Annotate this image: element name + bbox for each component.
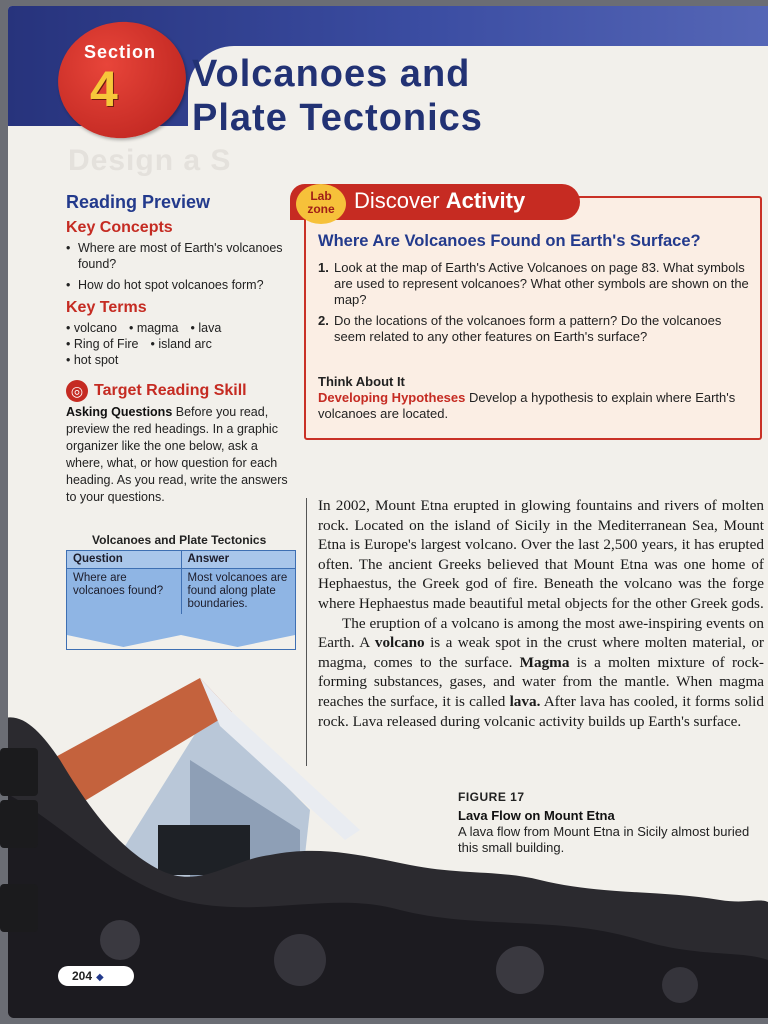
- diamond-icon: ◆: [96, 972, 104, 983]
- lab-title-bold: Activity: [445, 188, 526, 213]
- key-concepts-heading: Key Concepts: [66, 219, 173, 236]
- lab-zone-badge: [296, 184, 346, 224]
- key-concepts-list: [66, 240, 298, 293]
- target-skill-title: Target Reading Skill: [94, 382, 247, 399]
- lab-step-2: 2. Do the locations of the volcanoes form a pattern? Do the volcanoes seem related to any other features on Earth's surface?: [318, 313, 722, 344]
- ghost-text: Design a S: [68, 144, 232, 177]
- column-divider: [306, 498, 307, 766]
- body-paragraph-2: The eruption of a volcano is among the most awe-inspiring events on Earth. A volcano is a weak spot in the crust where molten material, or magma, comes to the surface. Magma is a molten mixture of rock-forming substances, gases, and water from the mantle. When magma reaches the surface, it is called lava. After lava has cooled, it forms solid rock. Lava released during volcanic activity builds up Earth's surface.: [318, 614, 764, 730]
- lab-steps: [318, 260, 756, 350]
- lab-zone-line1: Lab: [310, 189, 332, 203]
- organizer-title: Volcanoes and Plate Tectonics: [92, 533, 267, 547]
- figure-label: FIGURE 17: [458, 790, 525, 804]
- section-label: Section: [84, 42, 157, 62]
- target-skill-body: [66, 404, 298, 506]
- target-skill-lead: Asking Questions: [66, 405, 173, 419]
- binder-clip: [0, 748, 38, 796]
- discover-activity-title: [354, 188, 525, 214]
- rock-highlight: [662, 967, 698, 1003]
- organizer-wave: [67, 629, 295, 649]
- binder-clip: [0, 884, 38, 932]
- list-item: • How do hot spot volcanoes form?: [66, 277, 298, 293]
- term: lava: [198, 321, 222, 335]
- organizer-answer-cell: Most volcanoes are found along plate boundaries.: [187, 572, 288, 610]
- term: hot spot: [73, 353, 119, 367]
- term-lava: lava.: [509, 692, 541, 710]
- key-terms-list: • volcano • magma • lava • Ring of Fire • island arc • hot spot: [66, 321, 222, 367]
- title-line-1: Volcanoes and: [192, 53, 471, 95]
- lab-step-1: 1. Look at the map of Earth's Active Volcanoes on page 83. What symbols are used to represent volcanoes? What other symbols are shown on the map?: [318, 260, 749, 307]
- reading-preview-sidebar: [66, 192, 298, 506]
- think-about-it-heading: Think About It: [318, 374, 405, 389]
- think-text: Develop a hypothesis to explain where Earth's volcanoes are located.: [318, 390, 736, 421]
- target-icon: ◎: [66, 380, 88, 402]
- think-about-it-body: [318, 390, 756, 422]
- organizer-table: [67, 551, 295, 614]
- organizer-col-question: Question: [67, 551, 181, 569]
- think-skill: Developing Hypotheses: [318, 390, 466, 405]
- rock-highlight: [274, 934, 326, 986]
- target-reading-skill-heading: [66, 382, 298, 400]
- term-volcano: volcano: [374, 634, 425, 652]
- section-number: 4: [90, 61, 118, 117]
- page-number: [58, 966, 134, 986]
- lab-step-2-text: Do the locations of the volcanoes form a pattern? Do the volcanoes seem related to any other features on Earth's surface?: [334, 313, 722, 344]
- term: Ring of Fire: [73, 337, 139, 351]
- figure-caption: A lava flow from Mount Etna in Sicily almost buried this small building.: [458, 824, 750, 855]
- organizer-col-answer: Answer: [181, 551, 295, 569]
- figure-title: Lava Flow on Mount Etna: [458, 808, 615, 823]
- graphic-organizer: [66, 550, 296, 650]
- body-paragraph-1: In 2002, Mount Etna erupted in glowing fountains and rivers of molten rock. Located on the island of Sicily in the Mediterranean Sea, Mount Etna is Europe's largest volcano. Over the last 2,500 years, it has erupted often. The ancient Greeks believed that Mount Etna was one home of Hephaestus, the Greek god of fire. Beneath the volcano was the forge where Hephaestus made beautiful metal objects for the other Greek gods.: [318, 497, 764, 612]
- organizer-question-cell: Where are volcanoes found?: [67, 569, 181, 615]
- term: volcano: [73, 321, 117, 335]
- section-title: [192, 52, 752, 140]
- term-magma: Magma: [519, 653, 570, 671]
- term: magma: [136, 321, 179, 335]
- binder-clip: [0, 800, 38, 848]
- body-text: [318, 496, 764, 731]
- lab-step-1-text: Look at the map of Earth's Active Volcanoes on page 83. What symbols are used to represent volcanoes? What other symbols are shown on the map?: [334, 260, 749, 307]
- target-skill-text: Before you read, preview the red headings. In a graphic organizer like the one below, ask a where, what, or how question for each heading. As you read, write the answers to your questions.: [66, 405, 288, 504]
- lab-zone-line2: zone: [307, 202, 335, 216]
- key-terms-heading: Key Terms: [66, 299, 147, 316]
- lab-question: Where Are Volcanoes Found on Earth's Surface?: [318, 232, 701, 250]
- rock-highlight: [100, 920, 140, 960]
- reading-preview-heading: Reading Preview: [66, 192, 211, 212]
- list-item: • Where are most of Earth's volcanoes found?: [66, 240, 298, 272]
- page-number-text: 204: [72, 969, 93, 983]
- title-line-2: Plate Tectonics: [192, 97, 483, 139]
- term: island arc: [158, 337, 212, 351]
- rock-highlight: [496, 946, 544, 994]
- lab-title-plain: Discover: [354, 188, 440, 213]
